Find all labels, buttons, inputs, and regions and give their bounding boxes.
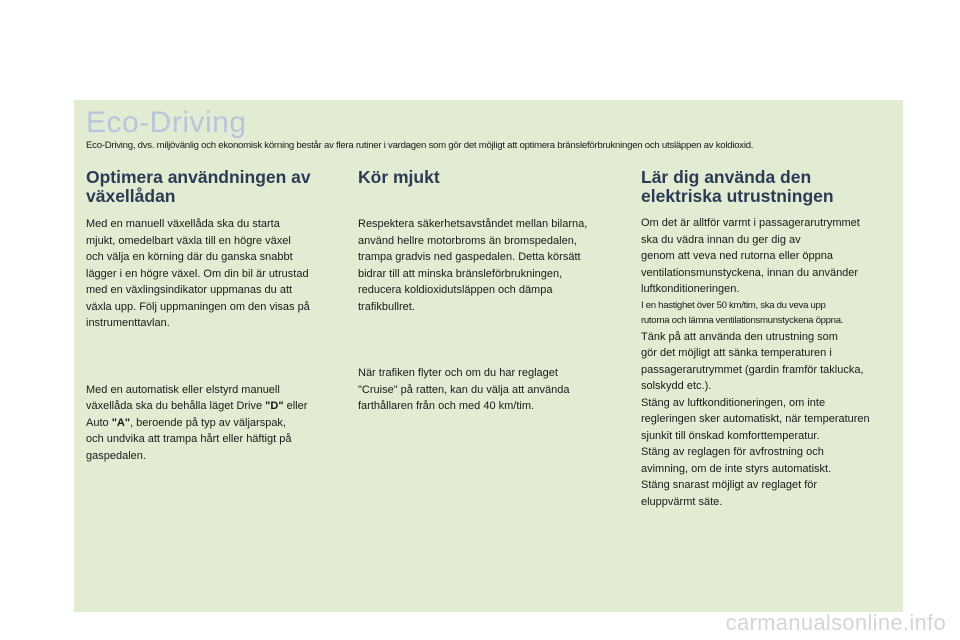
- column-electrical-equipment: [641, 168, 899, 510]
- eco-driving-panel: [74, 100, 903, 612]
- column-gearbox: [86, 168, 346, 464]
- heading-gearbox: Optimera användningen av växellådan: [86, 167, 311, 206]
- paragraph-manual-gearbox: Med en manuell växellåda ska du starta mjukt, omedelbart växla till en högre växel och välja en körning där du ganska snabbt lägger i en högre växel. Om din bil är utrustad med en växlingsindikator uppmanas du att växla upp. Följ uppmaningen om den visas på instrumenttavlan.: [86, 218, 310, 329]
- paragraph-equipment-tips: Tänk på att använda den utrustning som gör det möjligt att sänka temperaturen i passagerarutrymmet (gardin framför taklucka, solskydd etc.). Stäng av luftkonditioneringen, om inte regleringen sker automatiskt, när temperaturen sjunkit till önskad komforttemperatur. Stäng av reglagen för avfrostning och avimning, om de inte styrs automatiskt. Stäng snarast möjligt av reglaget för eluppvärmt säte.: [641, 330, 870, 508]
- paragraph-automatic-gearbox: Med en automatisk eller elstyrd manuell växellåda ska du behålla läget Drive "D" eller Auto "A", beroende på typ av väljarspak, och undvika att trampa hårt eller häftigt på gaspedalen.: [86, 383, 308, 462]
- heading-smooth-driving: Kör mjukt: [358, 167, 440, 187]
- intro-text: Eco-Driving, dvs. miljövänlig och ekonomisk körning består av flera rutiner i vardagen som gör det möjligt att optimera bränsleförbrukningen och utsläppen av koldioxid.: [86, 140, 754, 151]
- drive-mode-label: "D": [265, 400, 284, 412]
- paragraph-ventilation: Om det är alltför varmt i passagerarutrymmet ska du vädra innan du ger dig av genom att veva ned rutorna eller öppna ventilationsmunstyckena, innan du använder luftkonditioneringen.: [641, 217, 860, 295]
- page-title: Eco-Driving: [86, 106, 247, 139]
- watermark-text: carmanualsonline.info: [725, 610, 946, 635]
- paragraph-cruise-control: När trafiken flyter och om du har reglaget "Cruise" på ratten, kan du välja att använda farthållaren från och med 40 km/tim.: [358, 367, 570, 412]
- column-smooth-driving: [358, 168, 628, 415]
- auto-mode-label: "A": [111, 416, 131, 429]
- paragraph-safe-distance: Respektera säkerhetsavståndet mellan bilarna, använd hellre motorbroms än bromspedalen, trampa gradvis ned gaspedalen. Detta körsätt bidrar till att minska bränsleförbrukningen, reducera koldioxidutsläppen och dämpa trafikbullret.: [358, 218, 588, 313]
- paragraph-speed-note: I en hastighet över 50 km/tim, ska du veva upp rutorna och lämna ventilationsmunstyckena öppna.: [641, 299, 844, 326]
- heading-electrical-equipment: Lär dig använda den elektriska utrustningen: [641, 167, 834, 206]
